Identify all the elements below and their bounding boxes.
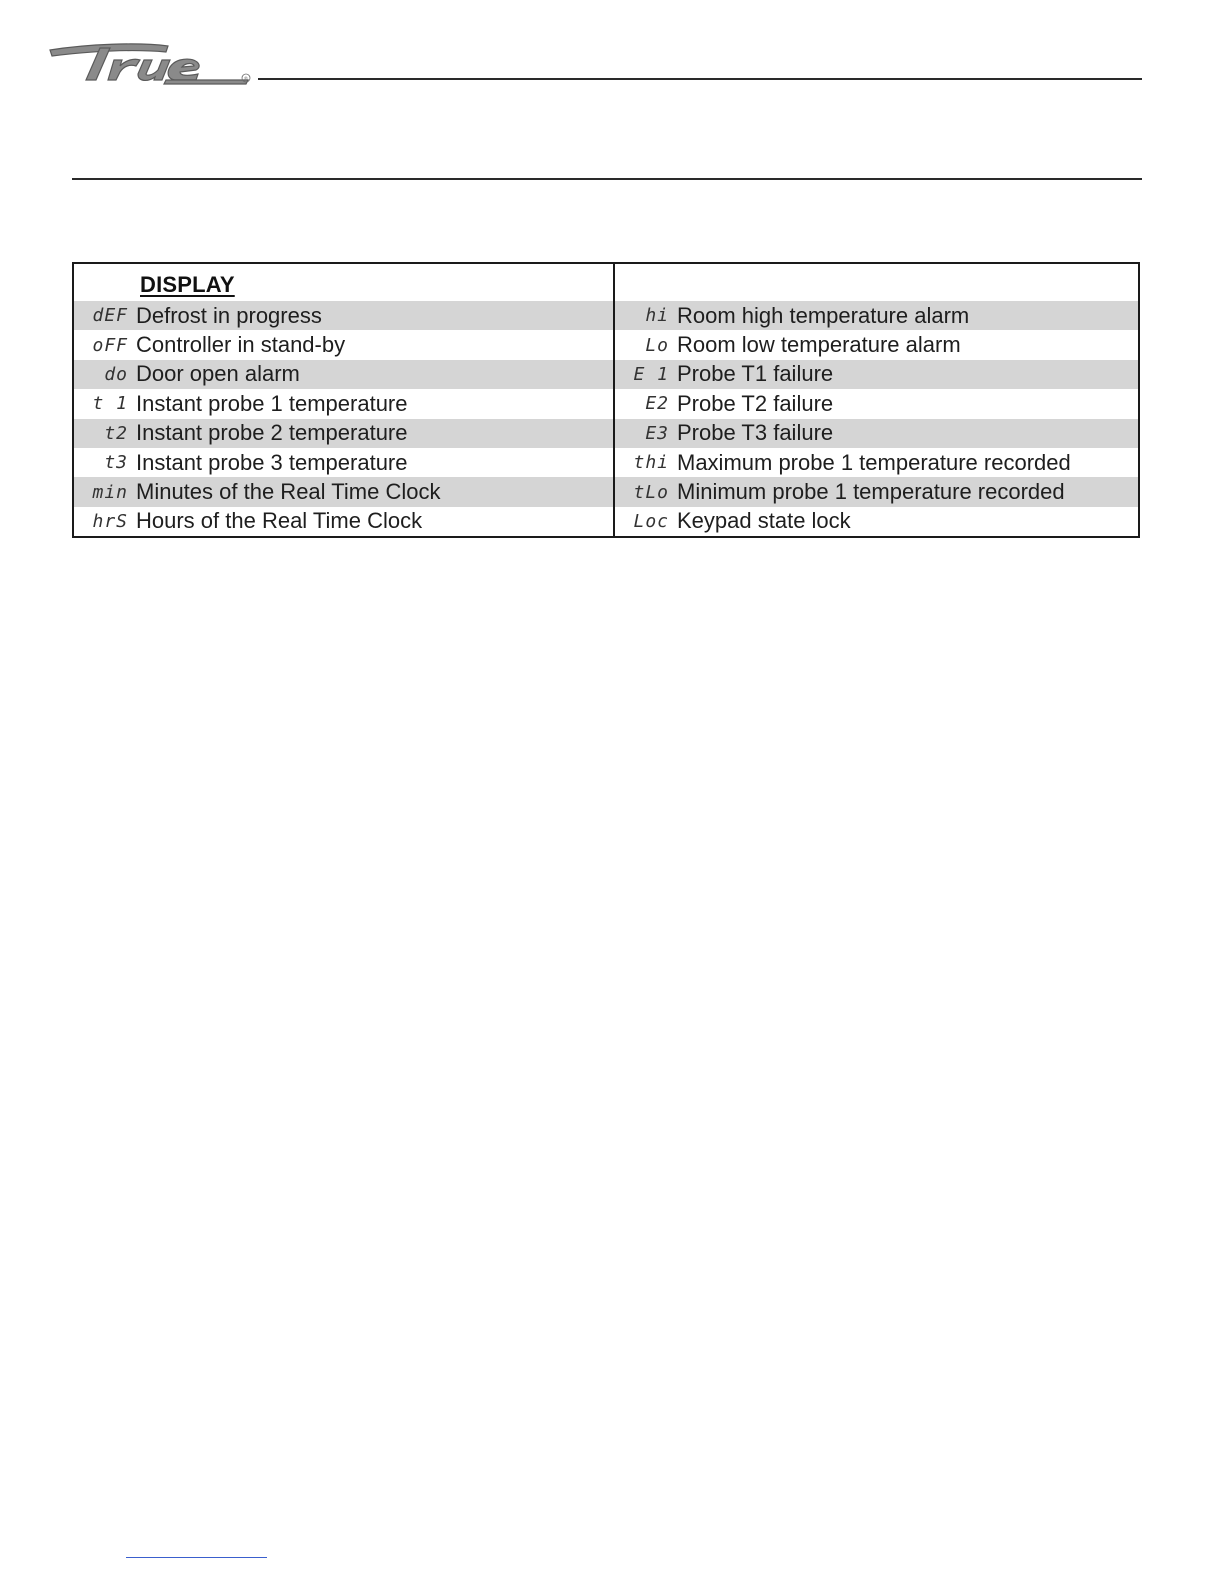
table-header-left xyxy=(74,264,613,301)
display-codes-table xyxy=(72,262,1140,538)
code-description: Defrost in progress xyxy=(136,302,322,328)
code-description: Probe T2 failure xyxy=(677,390,834,416)
display-code: E2 xyxy=(645,393,669,415)
code-description: Hours of the Real Time Clock xyxy=(136,508,423,534)
display-code: thi xyxy=(633,452,669,474)
code-description: Instant probe 2 temperature xyxy=(136,420,408,446)
code-description: Instant probe 1 temperature xyxy=(136,390,408,416)
left-rows xyxy=(74,301,613,536)
code-description: Minimum probe 1 temperature recorded xyxy=(677,479,1065,505)
table-row xyxy=(615,360,1138,389)
code-description: Keypad state lock xyxy=(677,508,851,534)
display-code: min xyxy=(92,481,128,503)
code-description: Room low temperature alarm xyxy=(677,332,961,358)
table-right-column xyxy=(615,264,1138,536)
table-row xyxy=(74,301,613,330)
code-description: Instant probe 3 temperature xyxy=(136,449,408,475)
display-code: Lo xyxy=(645,334,669,356)
display-code: t 1 xyxy=(92,393,128,415)
display-code: t3 xyxy=(104,452,128,474)
display-code: do xyxy=(104,363,128,385)
table-row xyxy=(615,419,1138,448)
display-code: Loc xyxy=(633,510,669,532)
code-description: Probe T1 failure xyxy=(677,361,834,387)
table-row xyxy=(74,477,613,506)
display-code: t2 xyxy=(104,422,128,444)
table-row xyxy=(615,389,1138,418)
display-code: hrS xyxy=(92,510,128,532)
display-code: hi xyxy=(645,305,669,327)
header-rule xyxy=(258,78,1142,80)
display-code: E3 xyxy=(645,422,669,444)
table-row xyxy=(74,330,613,359)
section-rule xyxy=(72,178,1142,180)
code-description: Controller in stand-by xyxy=(136,332,346,358)
true-logo xyxy=(48,36,258,88)
display-heading: DISPLAY xyxy=(140,272,235,297)
table-row xyxy=(74,419,613,448)
code-description: Room high temperature alarm xyxy=(677,302,970,328)
table-row xyxy=(615,301,1138,330)
table-row xyxy=(615,477,1138,506)
table-row xyxy=(615,507,1138,536)
code-description: Maximum probe 1 temperature recorded xyxy=(677,449,1071,475)
code-description: Door open alarm xyxy=(136,361,300,387)
table-row xyxy=(615,448,1138,477)
display-code: dEF xyxy=(92,305,128,327)
table-row xyxy=(74,507,613,536)
table-row xyxy=(74,360,613,389)
svg-text:®: ® xyxy=(244,76,248,83)
footer-link-underline[interactable] xyxy=(126,1557,267,1558)
table-row xyxy=(74,448,613,477)
table-row xyxy=(74,389,613,418)
code-description: Probe T3 failure xyxy=(677,420,834,446)
display-code: E 1 xyxy=(633,363,669,385)
right-rows xyxy=(615,301,1138,536)
code-description: Minutes of the Real Time Clock xyxy=(136,479,441,505)
table-header-right xyxy=(615,264,1138,301)
table-row xyxy=(615,330,1138,359)
display-code: tLo xyxy=(633,481,669,503)
table-left-column xyxy=(74,264,615,536)
display-code: oFF xyxy=(92,334,128,356)
